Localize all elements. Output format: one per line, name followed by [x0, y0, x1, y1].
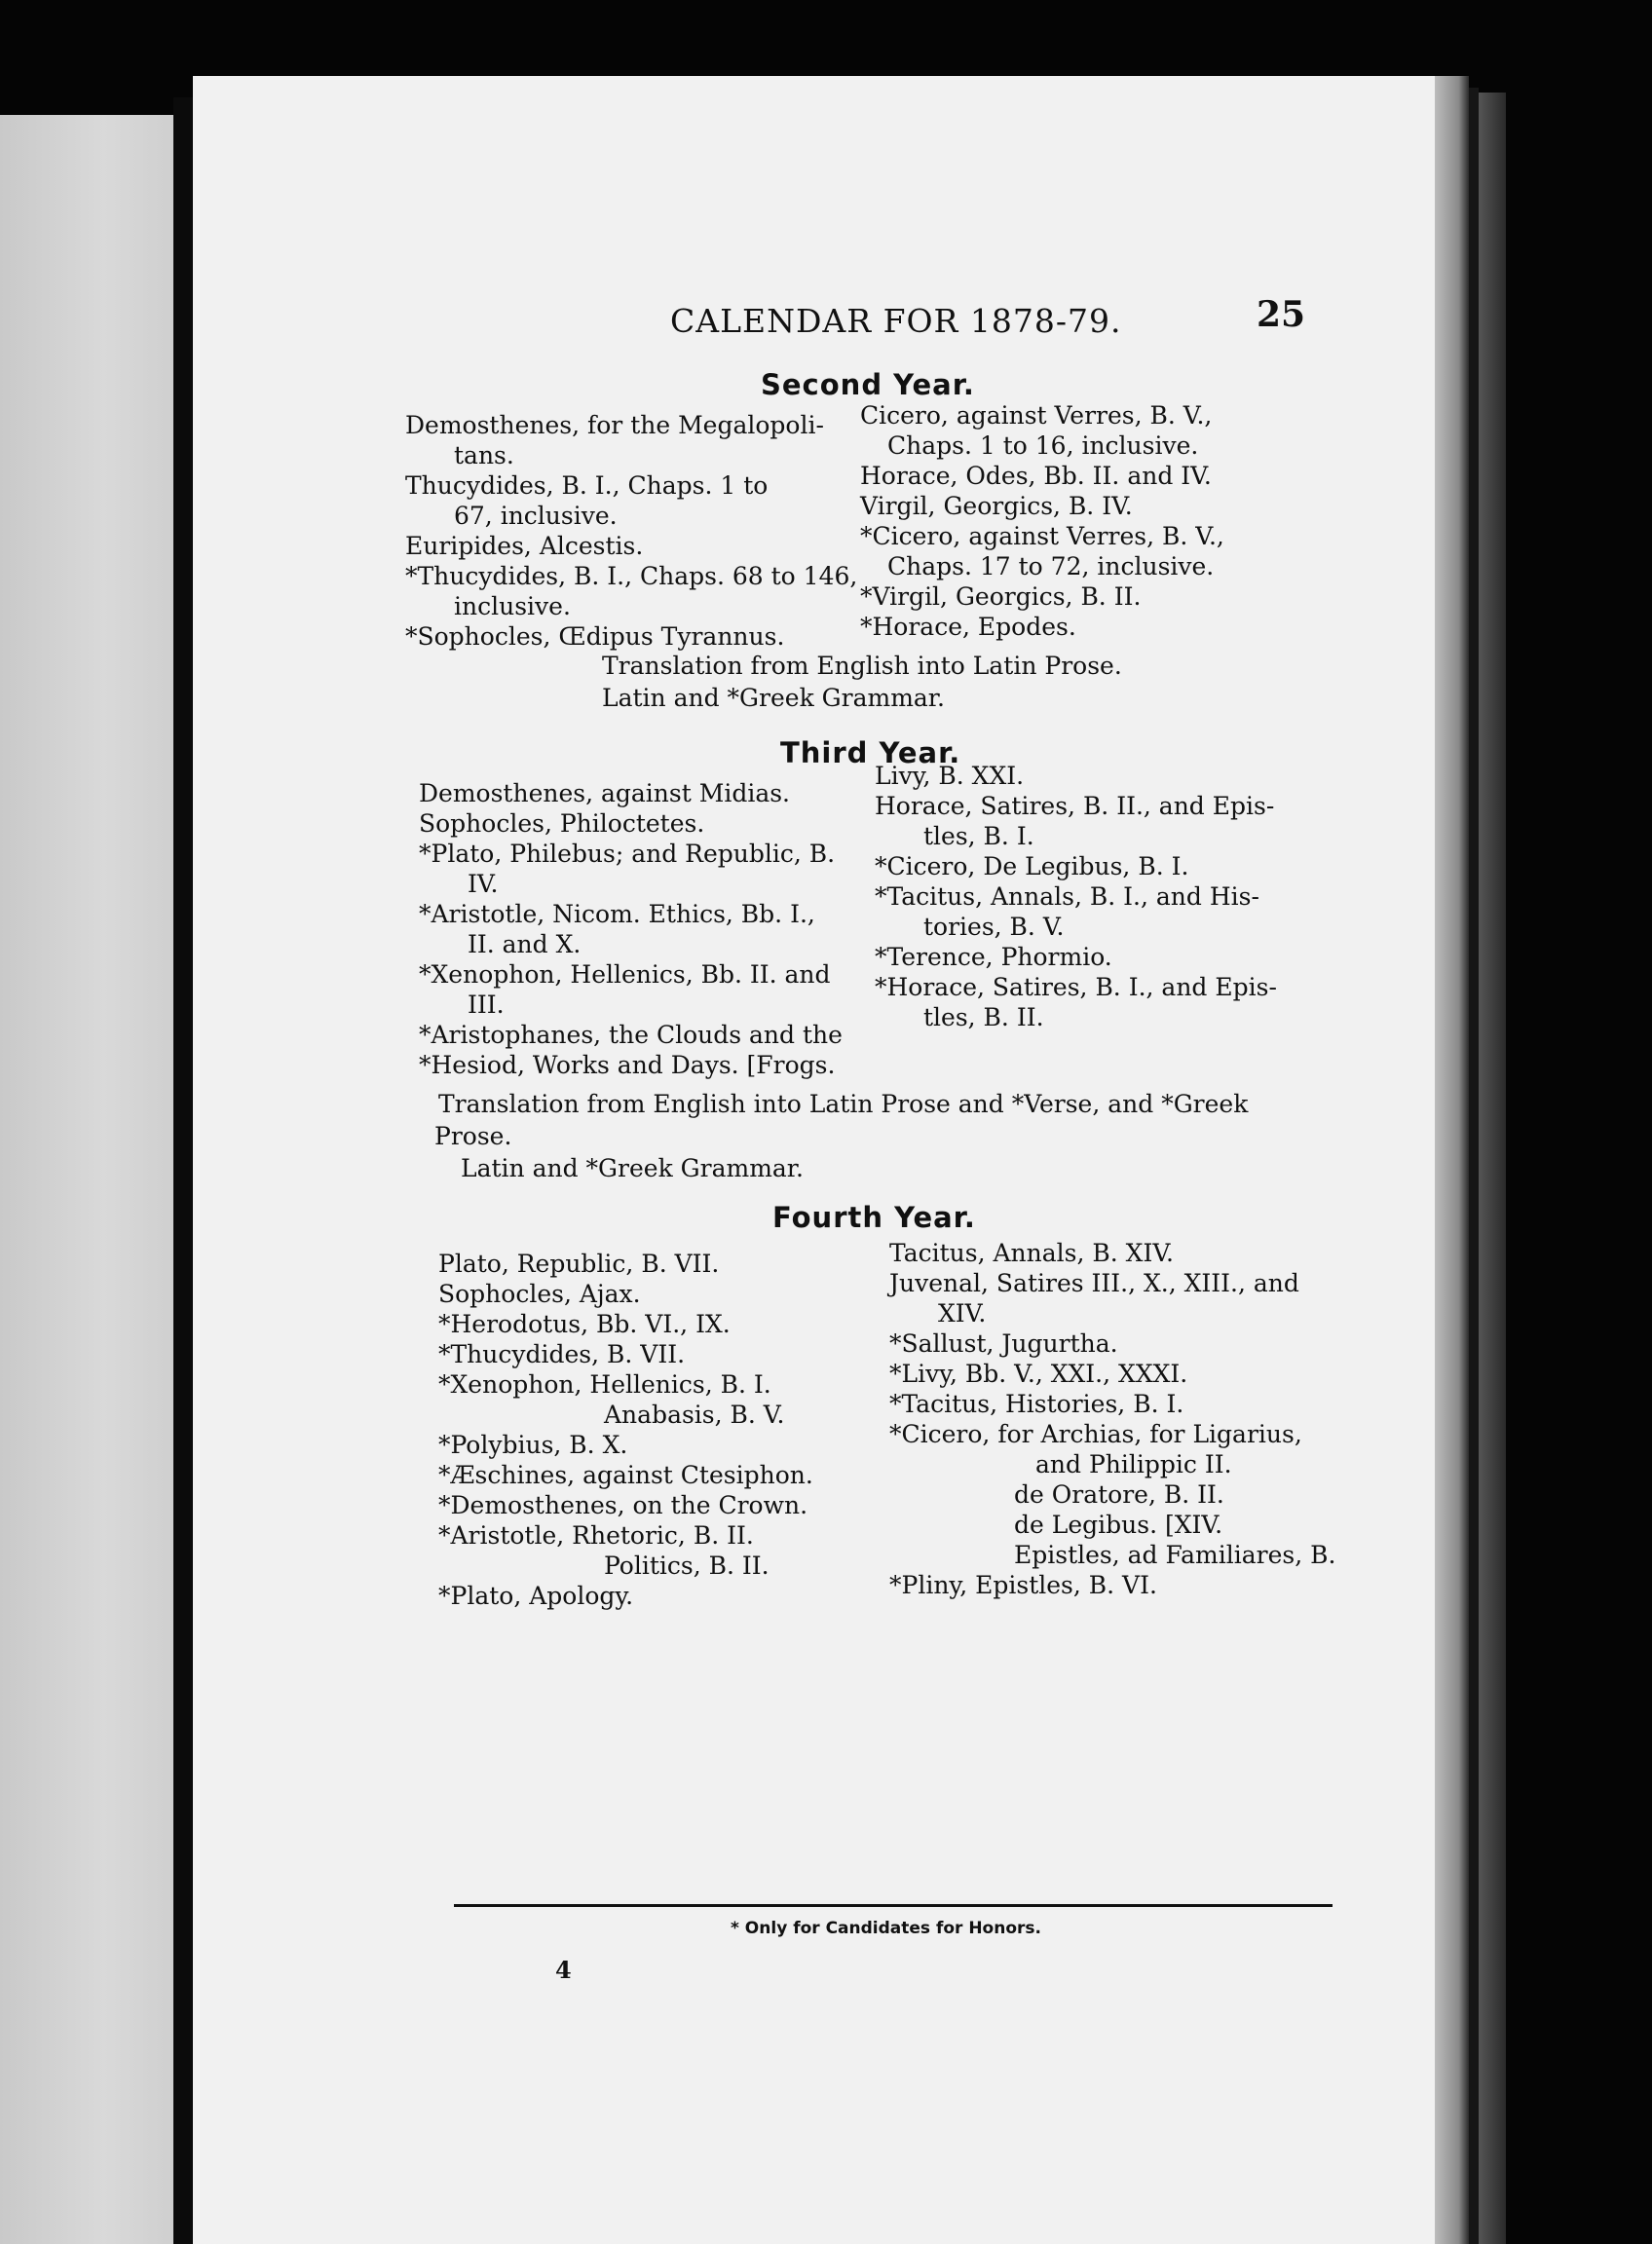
list-item: *Demosthenes, on the Crown. — [438, 1491, 808, 1519]
list-item: Horace, Satires, B. II., and Epis- — [875, 792, 1275, 820]
signature-mark: 4 — [555, 1956, 572, 1984]
list-item: *Tacitus, Annals, B. I., and His- — [875, 882, 1259, 911]
list-item: Virgil, Georgics, B. IV. — [860, 492, 1133, 520]
third-year-note: Latin and *Greek Grammar. — [461, 1154, 804, 1182]
list-item: *Thucydides, B. VII. — [438, 1340, 686, 1368]
second-year-note: Translation from English into Latin Prose. — [602, 652, 1122, 680]
second-year-heading: Second Year. — [761, 368, 975, 401]
list-item: Anabasis, B. V. — [604, 1401, 785, 1429]
list-item: de Oratore, B. II. — [1014, 1480, 1224, 1509]
list-item: Juvenal, Satires III., X., XIII., and — [889, 1269, 1299, 1297]
third-year-note: Translation from English into Latin Prose and *Verse, and *Greek — [438, 1090, 1249, 1118]
list-item: and Philippic II. — [1035, 1450, 1232, 1478]
fourth-year-right-column — [889, 1238, 1335, 1600]
list-item: Politics, B. II. — [604, 1552, 770, 1580]
page-edge-shadow — [1469, 88, 1479, 2244]
list-item: Euripides, Alcestis. — [405, 532, 644, 560]
list-item: *Virgil, Georgics, B. II. — [860, 582, 1142, 611]
list-item: tories, B. V. — [923, 913, 1065, 941]
footnote: * Only for Candidates for Honors. — [731, 1919, 1041, 1938]
list-item: *Cicero, De Legibus, B. I. — [875, 852, 1189, 880]
list-item: *Xenophon, Hellenics, B. I. — [438, 1370, 771, 1399]
running-title: CALENDAR FOR 1878-79. — [670, 302, 1122, 340]
list-item: III. — [468, 991, 505, 1019]
list-item: Cicero, against Verres, B. V., — [860, 401, 1213, 430]
list-item: Sophocles, Philoctetes. — [419, 809, 705, 838]
footnote-rule — [454, 1904, 1333, 1907]
list-item: Tacitus, Annals, B. XIV. — [889, 1239, 1174, 1267]
list-item: Thucydides, B. I., Chaps. 1 to — [405, 471, 769, 500]
list-item: Demosthenes, against Midias. — [419, 779, 790, 807]
list-item: *Aristotle, Rhetoric, B. II. — [438, 1521, 754, 1550]
list-item: II. and X. — [468, 930, 582, 958]
page-number: 25 — [1257, 294, 1306, 335]
third-year-note: Prose. — [434, 1122, 512, 1150]
fourth-year-heading: Fourth Year. — [772, 1201, 976, 1234]
fourth-year-left-column — [438, 1249, 813, 1611]
facing-page — [0, 115, 173, 2244]
list-item: Plato, Republic, B. VII. — [438, 1250, 720, 1278]
list-item: inclusive. — [454, 592, 571, 620]
list-item: *Cicero, for Archias, for Ligarius, — [889, 1420, 1302, 1448]
list-item: *Cicero, against Verres, B. V., — [860, 522, 1224, 550]
list-item: Livy, B. XXI. — [875, 762, 1025, 790]
list-item: Chaps. 17 to 72, inclusive. — [887, 552, 1215, 580]
second-year-note: Latin and *Greek Grammar. — [602, 684, 945, 712]
list-item: *Æschines, against Ctesiphon. — [438, 1461, 813, 1489]
list-item: *Tacitus, Histories, B. I. — [889, 1390, 1184, 1418]
list-item: tles, B. I. — [923, 822, 1034, 850]
list-item: *Thucydides, B. I., Chaps. 68 to 146, — [405, 562, 858, 590]
list-item: tans. — [454, 441, 514, 469]
list-item: *Horace, Satires, B. I., and Epis- — [875, 973, 1277, 1001]
book-cover-edge — [1479, 93, 1506, 2244]
list-item: 67, inclusive. — [454, 502, 618, 530]
second-year-left-column — [405, 410, 857, 652]
list-item: Horace, Odes, Bb. II. and IV. — [860, 462, 1212, 490]
list-item: Demosthenes, for the Megalopoli- — [405, 411, 824, 439]
list-item: *Plato, Philebus; and Republic, B. — [419, 840, 836, 868]
list-item: *Pliny, Epistles, B. VI. — [889, 1571, 1157, 1599]
page-header — [193, 290, 1435, 349]
list-item: *Herodotus, Bb. VI., IX. — [438, 1310, 731, 1338]
list-item: Epistles, ad Familiares, B. — [1014, 1541, 1336, 1569]
list-item: *Hesiod, Works and Days. [Frogs. — [419, 1051, 836, 1079]
list-item: *Sophocles, Œdipus Tyrannus. — [405, 622, 785, 651]
book-gutter — [173, 97, 193, 2244]
list-item: *Polybius, B. X. — [438, 1431, 628, 1459]
list-item: *Sallust, Jugurtha. — [889, 1329, 1118, 1358]
list-item: *Aristotle, Nicom. Ethics, Bb. I., — [419, 900, 815, 928]
list-item: *Xenophon, Hellenics, Bb. II. and — [419, 960, 831, 989]
list-item: *Livy, Bb. V., XXI., XXXI. — [889, 1360, 1188, 1388]
list-item: *Aristophanes, the Clouds and the — [419, 1021, 843, 1049]
list-item: *Horace, Epodes. — [860, 613, 1076, 641]
list-item: tles, B. II. — [923, 1003, 1044, 1031]
list-item: de Legibus. [XIV. — [1014, 1511, 1223, 1539]
document-page — [193, 76, 1435, 2244]
list-item: *Plato, Apology. — [438, 1582, 634, 1610]
list-item: Sophocles, Ajax. — [438, 1280, 641, 1308]
third-year-left-column — [419, 778, 843, 1080]
third-year-heading: Third Year. — [780, 736, 961, 769]
list-item: *Terence, Phormio. — [875, 943, 1112, 971]
list-item: XIV. — [938, 1299, 987, 1328]
third-year-right-column — [875, 761, 1277, 1032]
list-item: Chaps. 1 to 16, inclusive. — [887, 431, 1199, 460]
page-edge — [1435, 76, 1469, 2244]
second-year-right-column — [860, 400, 1224, 642]
list-item: IV. — [468, 870, 499, 898]
